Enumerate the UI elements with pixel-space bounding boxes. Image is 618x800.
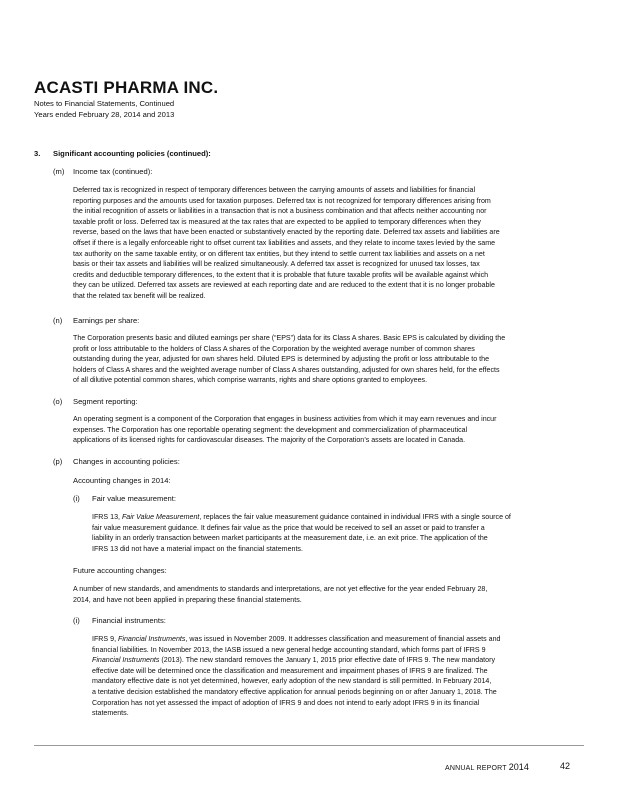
para-line: 2014, and have not been applied in preparing these financial statements. — [73, 595, 302, 604]
item-m-paragraph — [73, 185, 585, 302]
para-line: Financial Instruments (2013). The new standard removes the January 1, 2015 prior effective date of IFRS 9. The new mandatory — [92, 656, 495, 665]
para-line: IFRS 13, Fair Value Measurement, replaces the fair value measurement guidance contained in individual IFRS with a single source of — [92, 513, 511, 521]
item-n-heading: Earnings per share: — [73, 316, 140, 325]
header-subtitle — [34, 98, 174, 120]
para-line: liability in an orderly transaction between market participants at the measurement date, i.e. an exit price. The application of the — [92, 534, 488, 543]
subtitle-years: Years ended February 28, 2014 and 2013 — [34, 110, 175, 119]
para-line: effective date will be determined once the classification and measurement and impairment phases of IFRS 9 are finalized. The — [92, 666, 488, 675]
para-line: fair value measurement guidance. It defines fair value as the price that would be received to sell an asset or paid to transfer a — [92, 523, 485, 532]
sub-item-i2-label: (i) — [73, 616, 80, 625]
item-n-label: (n) — [53, 316, 63, 325]
item-p-label: (p) — [53, 457, 63, 466]
para-line: reverse, based on the laws that have been enacted or substantively enacted by the reporting date. Deferred tax assets and liabilities are — [73, 228, 500, 237]
para-line: reporting purposes and the amounts used for taxation purposes. Deferred tax is not recognized for temporary differences arising from — [73, 196, 491, 205]
para-line: mandatory effective date is not yet determined, however, early adoption of the new standard is still permitted. In February 2014, — [92, 677, 492, 686]
para-line: offset if there is a legally enforceable right to offset current tax liabilities and assets, and they relate to income taxes levied by the same — [73, 238, 496, 247]
para-line: An operating segment is a component of the Corporation that engages in business activities from which it may earn revenues and incur — [73, 415, 497, 423]
item-p-heading: Changes in accounting policies: — [73, 457, 180, 466]
fair-value-paragraph — [92, 512, 585, 554]
item-m-heading: Income tax (continued): — [73, 167, 153, 176]
para-line: The Corporation presents basic and diluted earnings per share (“EPS”) data for its Class A shares. Basic EPS is calculated by dividing the — [73, 334, 506, 342]
item-o-paragraph — [73, 414, 585, 446]
para-line: Corporation has not yet assessed the impact of adoption of IFRS 9 and does not intend to early adopt IFRS 9 in its financial — [92, 698, 480, 707]
para-line: outstanding during the year, adjusted for own shares held. Diluted EPS is determined by adjusting the profit or loss attributable to the — [73, 355, 490, 364]
sub-item-i-heading: Fair value measurement: — [92, 494, 176, 503]
subtitle-notes: Notes to Financial Statements, Continued — [34, 99, 175, 108]
page-number: 42 — [560, 761, 571, 771]
item-m-label: (m) — [53, 167, 65, 176]
para-line: applications of its licensed rights for cardiovascular diseases. The majority of the Corporation’s assets are located in Canada. — [73, 436, 466, 445]
para-line: profit or loss attributable to the holders of Class A shares of the Corporation by the weighted average number of common shares — [73, 344, 475, 353]
annual-report-text: ANNUAL REPORT — [445, 765, 507, 772]
para-line: A number of new standards, and amendments to standards and interpretations, are not yet effective for the year ended February 28, — [73, 585, 488, 593]
footer-report-label — [445, 762, 529, 772]
para-line: of all dilutive potential common shares, which comprise warrants, rights and share options granted to employees. — [73, 376, 428, 385]
item-o-heading: Segment reporting: — [73, 397, 138, 406]
para-line: expenses. The Corporation has one reportable operating segment: the development and commercialization of pharmaceutical — [73, 425, 468, 434]
para-line: that the related tax benefit will be realized. — [73, 291, 206, 300]
item-n-paragraph — [73, 333, 585, 386]
para-line: holders of Class A shares and the weighted average number of Class A shares outstanding, adjusted for own shares held, for the effects — [73, 365, 500, 374]
financial-instruments-paragraph — [92, 634, 585, 719]
para-line: the initial recognition of assets or liabilities in a transaction that is not a business combination and that affects neither accounting nor — [73, 207, 487, 216]
section-number: 3. — [34, 149, 41, 158]
sub-item-i-label: (i) — [73, 494, 80, 503]
footer-divider — [34, 745, 584, 746]
para-line: they can be utilized. Deferred tax assets are reviewed at each reporting date and are reduced to the extent that it is no longer probable — [73, 281, 495, 290]
para-line: Deferred tax is recognized in respect of temporary differences between the carrying amounts of assets and liabilities for financial — [73, 186, 476, 194]
para-line: credits and deductible temporary differences, to the extent that it is probable that future taxable profits will be available against which — [73, 270, 489, 279]
sub-item-i2-heading: Financial instruments: — [92, 616, 166, 625]
section-title: Significant accounting policies (continued): — [53, 149, 211, 158]
para-line: a tentative decision established the mandatory effective application for annual periods beginning on or after January 1, 2018. The — [92, 687, 497, 696]
para-line: financial liabilities. In November 2013, the IASB issued a new general hedge accounting standard, which forms part of IFRS 9 — [92, 645, 486, 654]
future-paragraph — [73, 584, 585, 605]
accounting-changes-2014: Accounting changes in 2014: — [73, 476, 171, 485]
para-line: basis or their tax assets and liabilities will be realized simultaneously. A deferred tax asset is recognized for unused tax losses, tax — [73, 260, 480, 269]
company-title: ACASTI PHARMA INC. — [34, 78, 219, 97]
item-o-label: (o) — [53, 397, 63, 406]
para-line: IFRS 13 did not have a material impact on the financial statements. — [92, 544, 303, 553]
para-line: IFRS 9, Financial Instruments, was issued in November 2009. It addresses classification and measurement of financial assets and — [92, 635, 501, 643]
future-accounting-changes: Future accounting changes: — [73, 566, 167, 575]
report-year: 2014 — [508, 762, 529, 772]
para-line: tax authority on the same taxable entity, or on different tax entities, but they intend to settle current tax liabilities and assets on a net — [73, 249, 485, 258]
para-line: statements. — [92, 709, 129, 718]
para-line: taxable profit or loss. Deferred tax is measured at the tax rates that are expected to be applied to temporary differences when they — [73, 217, 481, 226]
